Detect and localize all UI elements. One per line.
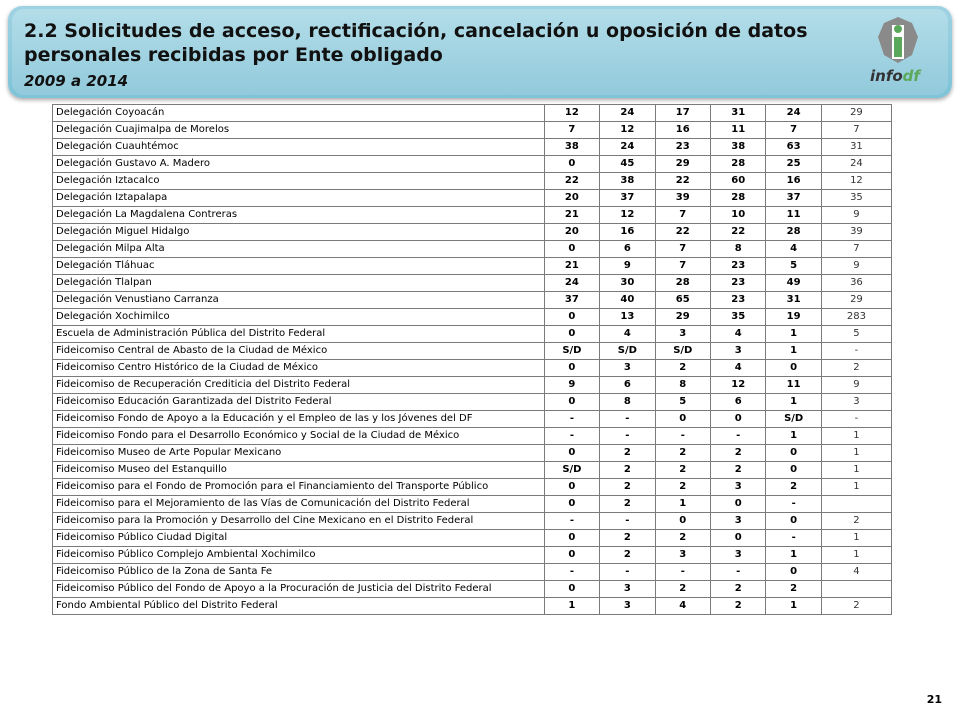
- value-cell: 2: [600, 530, 655, 547]
- value-cell: 1: [766, 598, 821, 615]
- value-cell: 40: [600, 292, 655, 309]
- table-row: [53, 343, 892, 360]
- value-cell: 39: [821, 224, 891, 241]
- value-cell: 28: [766, 224, 821, 241]
- entity-name-cell: Fideicomiso Fondo para el Desarrollo Económico y Social de la Ciudad de México: [53, 428, 545, 445]
- table-row: [53, 173, 892, 190]
- value-cell: 7: [766, 122, 821, 139]
- value-cell: 2: [766, 581, 821, 598]
- value-cell: S/D: [655, 343, 710, 360]
- value-cell: 22: [655, 173, 710, 190]
- value-cell: 0: [544, 309, 599, 326]
- value-cell: -: [766, 496, 821, 513]
- value-cell: 4: [766, 241, 821, 258]
- entity-name-cell: Delegación Coyoacán: [53, 105, 545, 122]
- value-cell: 1: [766, 394, 821, 411]
- entity-name-cell: Fideicomiso Público Complejo Ambiental Xochimilco: [53, 547, 545, 564]
- entity-name-cell: Fideicomiso Fondo de Apoyo a la Educación y el Empleo de las y los Jóvenes del DF: [53, 411, 545, 428]
- requests-table: [52, 104, 892, 615]
- table-row: [53, 190, 892, 207]
- value-cell: 0: [544, 326, 599, 343]
- value-cell: 0: [544, 530, 599, 547]
- value-cell: 29: [821, 105, 891, 122]
- value-cell: 11: [766, 377, 821, 394]
- value-cell: 9: [600, 258, 655, 275]
- value-cell: 31: [821, 139, 891, 156]
- value-cell: 37: [544, 292, 599, 309]
- value-cell: 1: [766, 326, 821, 343]
- value-cell: 4: [710, 326, 765, 343]
- value-cell: 0: [710, 411, 765, 428]
- value-cell: -: [544, 411, 599, 428]
- value-cell: 12: [710, 377, 765, 394]
- table-row: [53, 309, 892, 326]
- entity-name-cell: Fideicomiso Museo de Arte Popular Mexicano: [53, 445, 545, 462]
- value-cell: 9: [821, 258, 891, 275]
- value-cell: 2: [655, 360, 710, 377]
- table-row: [53, 547, 892, 564]
- value-cell: 0: [544, 360, 599, 377]
- value-cell: 25: [766, 156, 821, 173]
- value-cell: 1: [821, 462, 891, 479]
- table-row: [53, 258, 892, 275]
- value-cell: 12: [600, 122, 655, 139]
- value-cell: 2: [655, 530, 710, 547]
- value-cell: -: [600, 411, 655, 428]
- value-cell: 2: [600, 479, 655, 496]
- value-cell: 5: [821, 326, 891, 343]
- value-cell: 2: [655, 581, 710, 598]
- table-row: [53, 462, 892, 479]
- value-cell: 2: [710, 598, 765, 615]
- value-cell: 3: [710, 479, 765, 496]
- value-cell: 2: [766, 479, 821, 496]
- value-cell: 1: [821, 479, 891, 496]
- table-row: [53, 139, 892, 156]
- value-cell: 22: [710, 224, 765, 241]
- value-cell: 63: [766, 139, 821, 156]
- value-cell: 23: [710, 292, 765, 309]
- value-cell: 60: [710, 173, 765, 190]
- table-row: [53, 445, 892, 462]
- value-cell: 38: [710, 139, 765, 156]
- entity-name-cell: Fideicomiso Central de Abasto de la Ciudad de México: [53, 343, 545, 360]
- value-cell: 3: [710, 547, 765, 564]
- entity-name-cell: Fideicomiso para el Fondo de Promoción para el Financiamiento del Transporte Público: [53, 479, 545, 496]
- header-inner: [12, 9, 948, 95]
- value-cell: 7: [821, 122, 891, 139]
- value-cell: 7: [655, 207, 710, 224]
- value-cell: 0: [710, 496, 765, 513]
- value-cell: -: [600, 513, 655, 530]
- value-cell: 2: [655, 445, 710, 462]
- value-cell: 2: [600, 496, 655, 513]
- value-cell: [821, 496, 891, 513]
- value-cell: 20: [544, 224, 599, 241]
- value-cell: S/D: [600, 343, 655, 360]
- value-cell: 0: [544, 547, 599, 564]
- value-cell: 3: [600, 598, 655, 615]
- value-cell: 6: [600, 377, 655, 394]
- entity-name-cell: Delegación Gustavo A. Madero: [53, 156, 545, 173]
- value-cell: 6: [600, 241, 655, 258]
- table-row: [53, 496, 892, 513]
- table-row: [53, 292, 892, 309]
- value-cell: 29: [655, 156, 710, 173]
- value-cell: -: [821, 411, 891, 428]
- value-cell: 11: [710, 122, 765, 139]
- value-cell: 35: [710, 309, 765, 326]
- value-cell: 9: [544, 377, 599, 394]
- value-cell: 16: [655, 122, 710, 139]
- value-cell: 1: [821, 445, 891, 462]
- entity-name-cell: Delegación Xochimilco: [53, 309, 545, 326]
- value-cell: -: [600, 428, 655, 445]
- header-banner: [8, 6, 952, 98]
- value-cell: 31: [710, 105, 765, 122]
- value-cell: 2: [710, 445, 765, 462]
- value-cell: 0: [766, 445, 821, 462]
- value-cell: -: [821, 343, 891, 360]
- value-cell: 9: [821, 207, 891, 224]
- table-row: [53, 122, 892, 139]
- value-cell: -: [655, 428, 710, 445]
- value-cell: S/D: [544, 343, 599, 360]
- entity-name-cell: Fideicomiso para la Promoción y Desarrollo del Cine Mexicano en el Distrito Federal: [53, 513, 545, 530]
- value-cell: 29: [821, 292, 891, 309]
- value-cell: 21: [544, 258, 599, 275]
- value-cell: 2: [821, 598, 891, 615]
- value-cell: 7: [655, 241, 710, 258]
- value-cell: 3: [600, 581, 655, 598]
- value-cell: 7: [544, 122, 599, 139]
- value-cell: 24: [600, 139, 655, 156]
- value-cell: 37: [766, 190, 821, 207]
- value-cell: 0: [544, 394, 599, 411]
- value-cell: 3: [655, 326, 710, 343]
- page-number: 21: [926, 693, 942, 706]
- value-cell: 2: [710, 462, 765, 479]
- value-cell: 1: [821, 530, 891, 547]
- value-cell: 31: [766, 292, 821, 309]
- value-cell: 35: [821, 190, 891, 207]
- value-cell: 17: [655, 105, 710, 122]
- value-cell: 6: [710, 394, 765, 411]
- value-cell: 3: [710, 343, 765, 360]
- value-cell: 9: [821, 377, 891, 394]
- entity-name-cell: Delegación Cuajimalpa de Morelos: [53, 122, 545, 139]
- table-body: [53, 105, 892, 615]
- value-cell: 16: [600, 224, 655, 241]
- value-cell: 8: [600, 394, 655, 411]
- value-cell: 28: [710, 190, 765, 207]
- value-cell: 28: [655, 275, 710, 292]
- logo-wordmark: infodf: [870, 67, 920, 85]
- entity-name-cell: Delegación Cuauhtémoc: [53, 139, 545, 156]
- value-cell: 0: [544, 496, 599, 513]
- value-cell: -: [710, 428, 765, 445]
- value-cell: 283: [821, 309, 891, 326]
- value-cell: 24: [766, 105, 821, 122]
- value-cell: 16: [766, 173, 821, 190]
- table-row: [53, 479, 892, 496]
- entity-name-cell: Delegación Venustiano Carranza: [53, 292, 545, 309]
- value-cell: 1: [766, 547, 821, 564]
- table-row: [53, 428, 892, 445]
- value-cell: 1: [766, 343, 821, 360]
- value-cell: 36: [821, 275, 891, 292]
- table-row: [53, 275, 892, 292]
- table-row: [53, 207, 892, 224]
- value-cell: 2: [655, 479, 710, 496]
- value-cell: -: [544, 564, 599, 581]
- value-cell: 0: [766, 513, 821, 530]
- table-row: [53, 564, 892, 581]
- value-cell: 1: [544, 598, 599, 615]
- value-cell: 37: [600, 190, 655, 207]
- value-cell: 0: [655, 513, 710, 530]
- value-cell: 2: [600, 462, 655, 479]
- value-cell: 11: [766, 207, 821, 224]
- entity-name-cell: Fondo Ambiental Público del Distrito Federal: [53, 598, 545, 615]
- entity-name-cell: Delegación Tláhuac: [53, 258, 545, 275]
- value-cell: 23: [710, 275, 765, 292]
- table-row: [53, 513, 892, 530]
- value-cell: 5: [655, 394, 710, 411]
- table-row: [53, 581, 892, 598]
- value-cell: 2: [710, 581, 765, 598]
- value-cell: 13: [600, 309, 655, 326]
- value-cell: 22: [655, 224, 710, 241]
- entity-name-cell: Fideicomiso Público de la Zona de Santa Fe: [53, 564, 545, 581]
- value-cell: 1: [821, 547, 891, 564]
- entity-name-cell: Fideicomiso Centro Histórico de la Ciudad de México: [53, 360, 545, 377]
- value-cell: 29: [655, 309, 710, 326]
- page-title: 2.2 Solicitudes de acceso, rectificación, cancelación u oposición de datos personales recibidas por Ente obligado: [24, 20, 808, 66]
- entity-name-cell: Fideicomiso Educación Garantizada del Distrito Federal: [53, 394, 545, 411]
- value-cell: 0: [766, 564, 821, 581]
- page-subtitle: 2009 a 2014: [24, 72, 129, 90]
- value-cell: 3: [600, 360, 655, 377]
- entity-name-cell: Escuela de Administración Pública del Distrito Federal: [53, 326, 545, 343]
- value-cell: 2: [821, 360, 891, 377]
- entity-name-cell: Fideicomiso para el Mejoramiento de las Vías de Comunicación del Distrito Federal: [53, 496, 545, 513]
- value-cell: 7: [655, 258, 710, 275]
- value-cell: 12: [600, 207, 655, 224]
- value-cell: 2: [821, 513, 891, 530]
- value-cell: 2: [655, 462, 710, 479]
- value-cell: 1: [821, 428, 891, 445]
- table-row: [53, 241, 892, 258]
- infodf-logo: [868, 15, 938, 95]
- value-cell: 23: [710, 258, 765, 275]
- table-row: [53, 377, 892, 394]
- value-cell: 4: [821, 564, 891, 581]
- value-cell: -: [544, 428, 599, 445]
- table-row: [53, 394, 892, 411]
- value-cell: 10: [710, 207, 765, 224]
- value-cell: 1: [655, 496, 710, 513]
- value-cell: -: [710, 564, 765, 581]
- logo-emblem-icon: [868, 15, 928, 65]
- entity-name-cell: Delegación Milpa Alta: [53, 241, 545, 258]
- value-cell: 24: [600, 105, 655, 122]
- value-cell: 0: [544, 581, 599, 598]
- entity-name-cell: Delegación Miguel Hidalgo: [53, 224, 545, 241]
- value-cell: 24: [544, 275, 599, 292]
- value-cell: 0: [710, 530, 765, 547]
- value-cell: 28: [710, 156, 765, 173]
- value-cell: 45: [600, 156, 655, 173]
- value-cell: -: [766, 530, 821, 547]
- value-cell: 0: [655, 411, 710, 428]
- value-cell: 0: [766, 360, 821, 377]
- entity-name-cell: Delegación Tlalpan: [53, 275, 545, 292]
- value-cell: 8: [710, 241, 765, 258]
- value-cell: 20: [544, 190, 599, 207]
- value-cell: 3: [710, 513, 765, 530]
- value-cell: 8: [655, 377, 710, 394]
- value-cell: 19: [766, 309, 821, 326]
- value-cell: 0: [544, 156, 599, 173]
- value-cell: -: [600, 564, 655, 581]
- table-row: [53, 156, 892, 173]
- entity-name-cell: Fideicomiso Museo del Estanquillo: [53, 462, 545, 479]
- value-cell: 38: [544, 139, 599, 156]
- value-cell: 0: [544, 241, 599, 258]
- table-row: [53, 360, 892, 377]
- value-cell: 12: [821, 173, 891, 190]
- entity-name-cell: Delegación La Magdalena Contreras: [53, 207, 545, 224]
- value-cell: 30: [600, 275, 655, 292]
- value-cell: S/D: [544, 462, 599, 479]
- value-cell: 1: [766, 428, 821, 445]
- entity-name-cell: Delegación Iztapalapa: [53, 190, 545, 207]
- value-cell: 4: [600, 326, 655, 343]
- value-cell: 3: [821, 394, 891, 411]
- value-cell: -: [544, 513, 599, 530]
- entity-name-cell: Fideicomiso de Recuperación Crediticia del Distrito Federal: [53, 377, 545, 394]
- value-cell: -: [655, 564, 710, 581]
- value-cell: 0: [544, 445, 599, 462]
- table-row: [53, 105, 892, 122]
- table-row: [53, 411, 892, 428]
- value-cell: 39: [655, 190, 710, 207]
- value-cell: [821, 581, 891, 598]
- value-cell: 23: [655, 139, 710, 156]
- value-cell: 4: [710, 360, 765, 377]
- table-row: [53, 598, 892, 615]
- value-cell: 22: [544, 173, 599, 190]
- value-cell: 2: [600, 547, 655, 564]
- table-row: [53, 326, 892, 343]
- value-cell: 7: [821, 241, 891, 258]
- value-cell: 2: [600, 445, 655, 462]
- value-cell: 0: [544, 479, 599, 496]
- value-cell: 24: [821, 156, 891, 173]
- value-cell: S/D: [766, 411, 821, 428]
- value-cell: 0: [766, 462, 821, 479]
- entity-name-cell: Fideicomiso Público del Fondo de Apoyo a la Procuración de Justicia del Distrito Federal: [53, 581, 545, 598]
- entity-name-cell: Delegación Iztacalco: [53, 173, 545, 190]
- entity-name-cell: Fideicomiso Público Ciudad Digital: [53, 530, 545, 547]
- value-cell: 12: [544, 105, 599, 122]
- table-row: [53, 224, 892, 241]
- value-cell: 3: [655, 547, 710, 564]
- value-cell: 38: [600, 173, 655, 190]
- value-cell: 65: [655, 292, 710, 309]
- value-cell: 5: [766, 258, 821, 275]
- value-cell: 21: [544, 207, 599, 224]
- value-cell: 49: [766, 275, 821, 292]
- table-row: [53, 530, 892, 547]
- value-cell: 4: [655, 598, 710, 615]
